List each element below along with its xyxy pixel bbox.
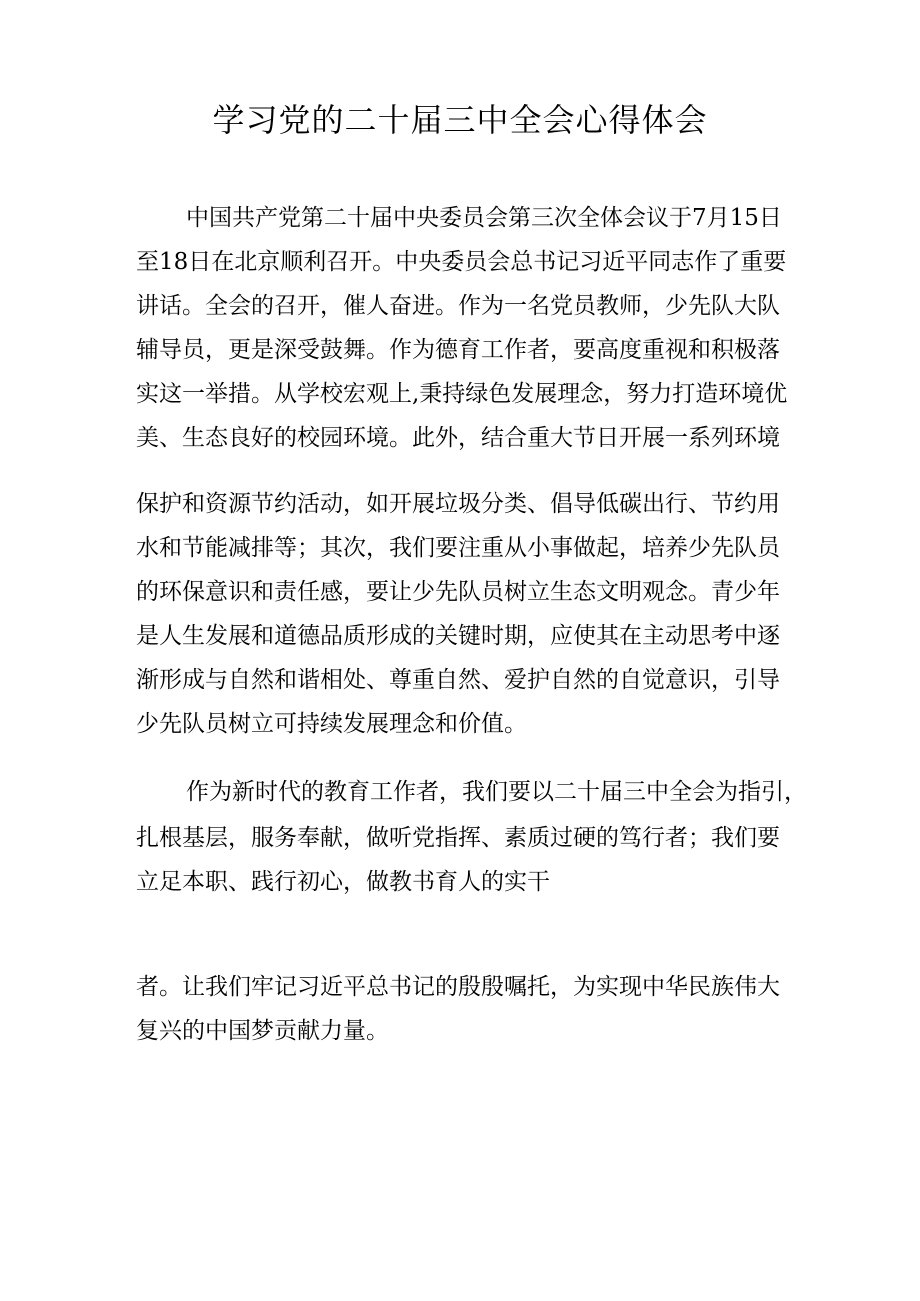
paragraph-line: 辅导员，更是深受鼓舞。作为德育工作者，要高度重视和积极落 [136,337,780,363]
paragraph-line: 立足本职、践行初心，做教书育人的实干 [136,869,550,895]
paragraph-line: 少先队员树立可持续发展理念和价值。 [136,711,527,737]
paragraph-line: 实这一举措。从学校宏观上,秉持绿色发展理念，努力打造环境优 [136,381,788,407]
paragraph-line: 水和节能减排等；其次，我们要注重从小事做起，培养少先队员 [136,535,780,561]
paragraph-line: 者。让我们牢记习近平总书记的殷殷嘱托，为实现中华民族伟大 [136,974,780,1000]
page-title: 学习党的二十届三中全会心得体会 [212,101,708,139]
paragraph-line: 作为新时代的教育工作者，我们要以二十届三中全会为指引， [186,779,807,805]
paragraph-line: 讲话。全会的召开，催人奋进。作为一名党员教师，少先队大队 [136,293,780,319]
paragraph-line: 渐形成与自然和谐相处、尊重自然、爱护自然的自觉意识，引导 [136,667,780,693]
paragraph-line: 是人生发展和道德品质形成的关键时期，应使其在主动思考中逐 [136,623,780,649]
paragraph-line: 的环保意识和责任感，要让少先队员树立生态文明观念。青少年 [136,579,780,605]
paragraph-line: 美、生态良好的校园环境。此外，结合重大节日开展一系列环境 [136,425,780,451]
paragraph-line: 复兴的中国梦贡献力量。 [136,1018,389,1044]
paragraph-line: 中国共产党第二十届中央委员会第三次全体会议于7月15日 [186,205,782,231]
paragraph-line: 扎根基层，服务奉献，做听党指挥、素质过硬的笃行者；我们要 [136,825,780,851]
paragraph-line: 至18日在北京顺利召开。中央委员会总书记习近平同志作了重要 [136,249,787,275]
paragraph-line: 保护和资源节约活动，如开展垃圾分类、倡导低碳出行、节约用 [136,491,780,517]
